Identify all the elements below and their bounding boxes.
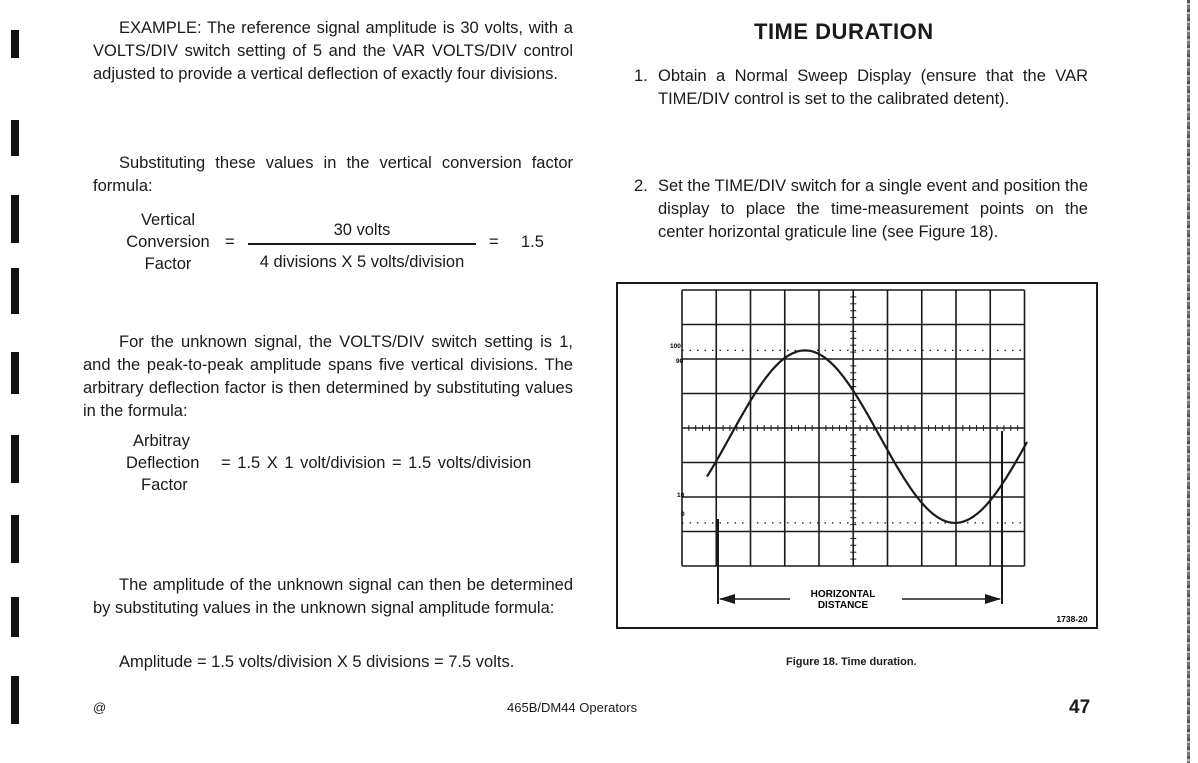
figure-code: 1738-20 [1056, 614, 1088, 624]
adf-label-line2: Deflection [126, 454, 200, 472]
binder-mark [11, 435, 19, 483]
label-10-percent: 10 [677, 492, 685, 499]
vcf-label-line1: Vertical [140, 211, 196, 229]
horizontal-label: HORIZONTAL [810, 589, 876, 600]
binder-mark [11, 120, 19, 156]
arbitrary-deflection-formula [93, 430, 573, 500]
distance-label: DISTANCE [817, 600, 869, 611]
substituting-paragraph: Substituting these values in the vertical conversion factor formula: [93, 154, 573, 195]
label-0-percent: 0 [681, 511, 685, 518]
section-heading: TIME DURATION [754, 19, 934, 44]
adf-expression: = 1.5 X 1 volt/division = 1.5 volts/division [221, 454, 532, 472]
adf-label-line1: Arbitray [133, 432, 190, 450]
vcf-denominator: 4 divisions X 5 volts/division [259, 253, 465, 271]
binder-mark [11, 352, 19, 394]
vcf-result: 1.5 [521, 233, 544, 251]
step1-text: Obtain a Normal Sweep Display (ensure that the VAR TIME/DIV control is set to the calibrated detent). [658, 67, 1088, 108]
right-arrowhead [985, 594, 1001, 604]
unknown-signal-paragraph: For the unknown signal, the VOLTS/DIV switch setting is 1, and the peak-to-peak amplitude spans five vertical divisions. The arbitrary deflection factor is then determined by substituting values in the formula: [83, 333, 573, 420]
binder-mark [11, 676, 19, 724]
amplitude-formula: Amplitude = 1.5 volts/division X 5 divisions = 7.5 volts. [119, 653, 515, 671]
footer-manual-title: 465B/DM44 Operators [507, 700, 638, 715]
left-arrowhead [719, 594, 735, 604]
binder-mark [11, 515, 19, 563]
graticule-ticks [682, 290, 1018, 559]
fraction-bar [248, 243, 476, 245]
page-number: 47 [1069, 697, 1091, 718]
binder-mark [11, 30, 19, 58]
figure-18-graticule [615, 281, 1099, 630]
page-edge [1187, 0, 1190, 763]
vertical-conversion-formula [93, 206, 573, 276]
example-paragraph: EXAMPLE: The reference signal amplitude is 30 volts, with a VOLTS/DIV switch setting of 5 and the VAR VOLTS/DIV control adjusted to provide a vertical deflection of exactly four divisions. [93, 19, 573, 83]
adf-label-line3: Factor [141, 476, 188, 494]
binder-mark [11, 597, 19, 637]
vcf-label-line3: Factor [144, 255, 192, 273]
figure-caption: Figure 18. Time duration. [786, 656, 917, 668]
vcf-equals-2: = [489, 233, 499, 251]
step2-text: Set the TIME/DIV switch for a single event and position the display to place the time-measurement points on the center horizontal graticule line (see Figure 18). [658, 177, 1088, 241]
binder-mark [11, 268, 19, 314]
vcf-label-line2: Conversion [126, 233, 210, 251]
vcf-equals-1: = [225, 233, 235, 251]
label-100-percent: 100 [670, 343, 681, 350]
binder-mark [11, 195, 19, 243]
amplitude-paragraph: The amplitude of the unknown signal can then be determined by substituting values in the unknown signal amplitude formula: [93, 576, 573, 617]
step2-number: 2. [634, 177, 648, 195]
footer-symbol: @ [93, 700, 107, 715]
label-90-percent: 90 [676, 358, 684, 365]
step1-number: 1. [634, 67, 648, 85]
vcf-numerator: 30 volts [333, 221, 391, 239]
